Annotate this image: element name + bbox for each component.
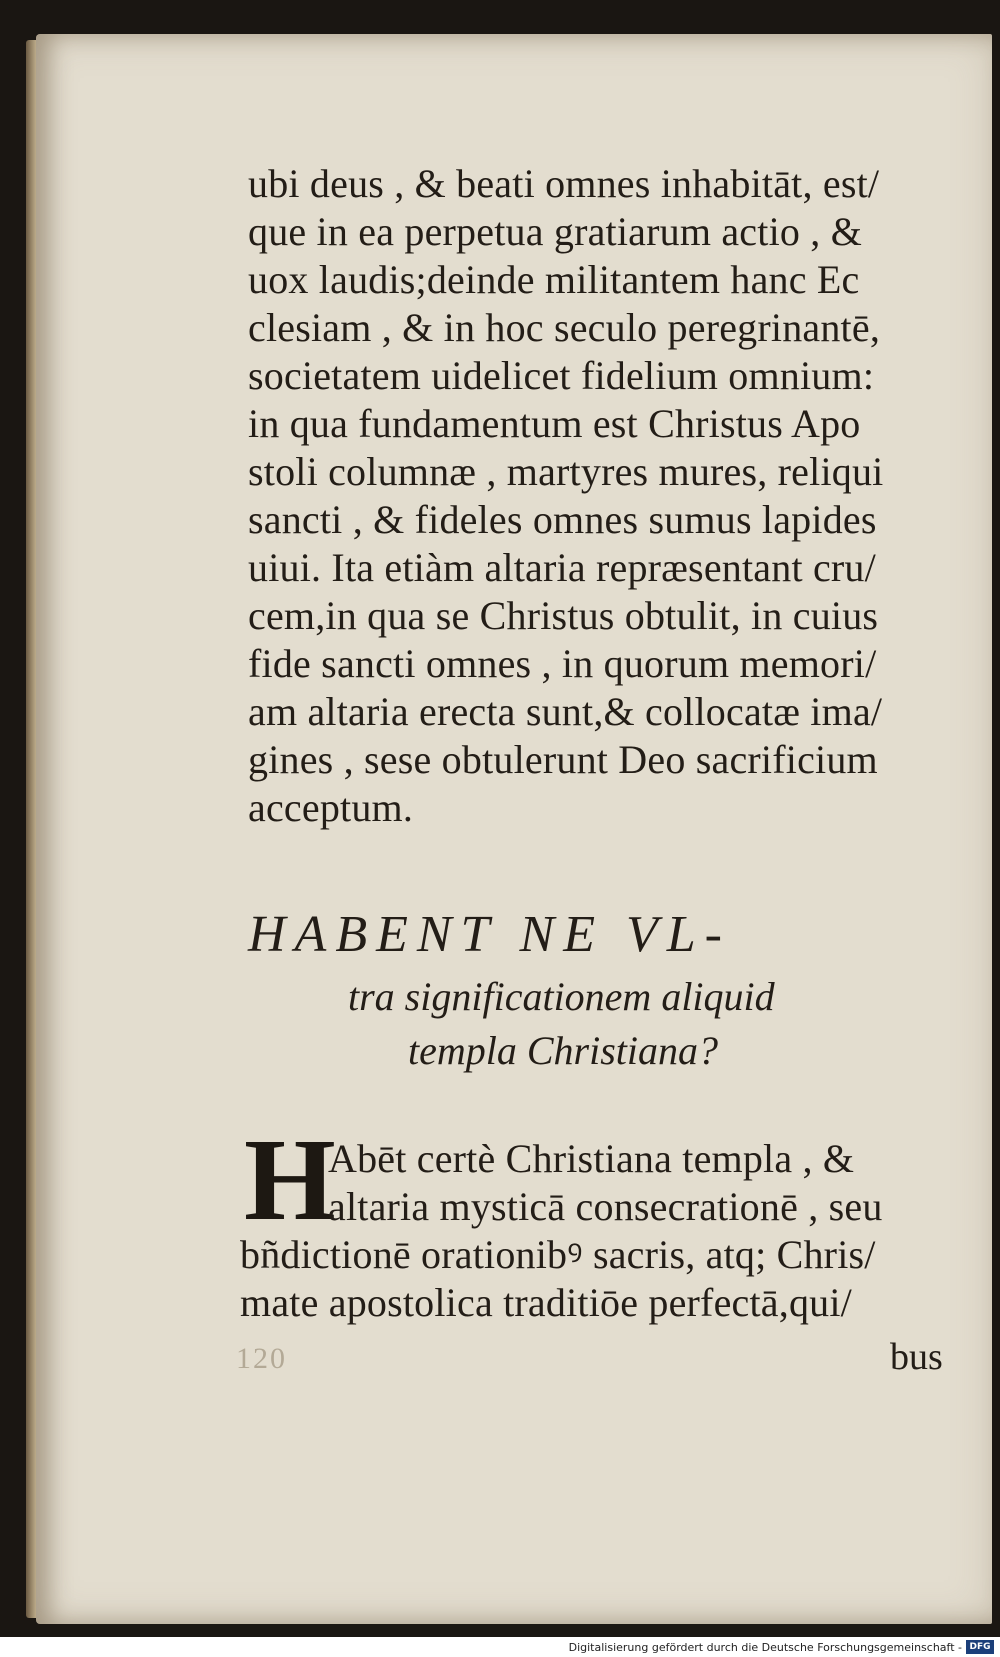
body-line: uiui. Ita etiàm altaria repræsentant cru/ [248, 545, 876, 590]
section-heading-subtitle [248, 970, 968, 1078]
body-line: que in ea perpetua gratiarum actio , & [248, 209, 863, 254]
body-line: gines , sese obtulerunt Deo sacrificium [248, 737, 878, 782]
body-line: altaria mysticā consecrationē , seu [328, 1184, 883, 1229]
catchword: bus [890, 1336, 943, 1378]
drop-cap-initial: H [244, 1114, 336, 1245]
dfg-logo-icon: DFG [966, 1640, 994, 1654]
heading-line: templa Christiana? [408, 1028, 719, 1073]
body-line: sancti , & fideles omnes sumus lapides [248, 497, 877, 542]
page-number: 120 [236, 1342, 287, 1375]
funding-credit: Digitalisierung gefördert durch die Deutsche Forschungsgemeinschaft - [568, 1641, 962, 1654]
body-line: in qua fundamentum est Christus Apo [248, 401, 861, 446]
section-heading-caps: HABENT NE VL- [248, 906, 731, 963]
body-line: clesiam , & in hoc seculo peregrinantē, [248, 305, 881, 350]
body-line: acceptum. [248, 785, 414, 830]
body-line: Abēt certè Christiana templa , & [328, 1136, 855, 1181]
body-line: stoli columnæ , martyres mures, reliqui [248, 449, 884, 494]
body-line: cem,in qua se Christus obtulit, in cuius [248, 593, 879, 638]
body-line: societatem uidelicet fidelium omnium: [248, 353, 875, 398]
body-line: uox laudis;deinde militantem hanc Ec [248, 257, 860, 302]
body-line: fide sancti omnes , in quorum memori/ [248, 641, 877, 686]
section-two-text [240, 1135, 970, 1327]
body-line: ubi deus , & beati omnes inhabitāt, est/ [248, 161, 880, 206]
body-text [248, 160, 968, 832]
body-line: mate apostolica traditiōe perfectā,qui/ [240, 1280, 852, 1325]
body-line: am altaria erecta sunt,& collocatæ ima/ [248, 689, 883, 734]
body-line: bñdictionē orationibꝰ sacris, atq; Chris/ [240, 1232, 876, 1277]
heading-line: tra significationem aliquid [348, 974, 775, 1019]
